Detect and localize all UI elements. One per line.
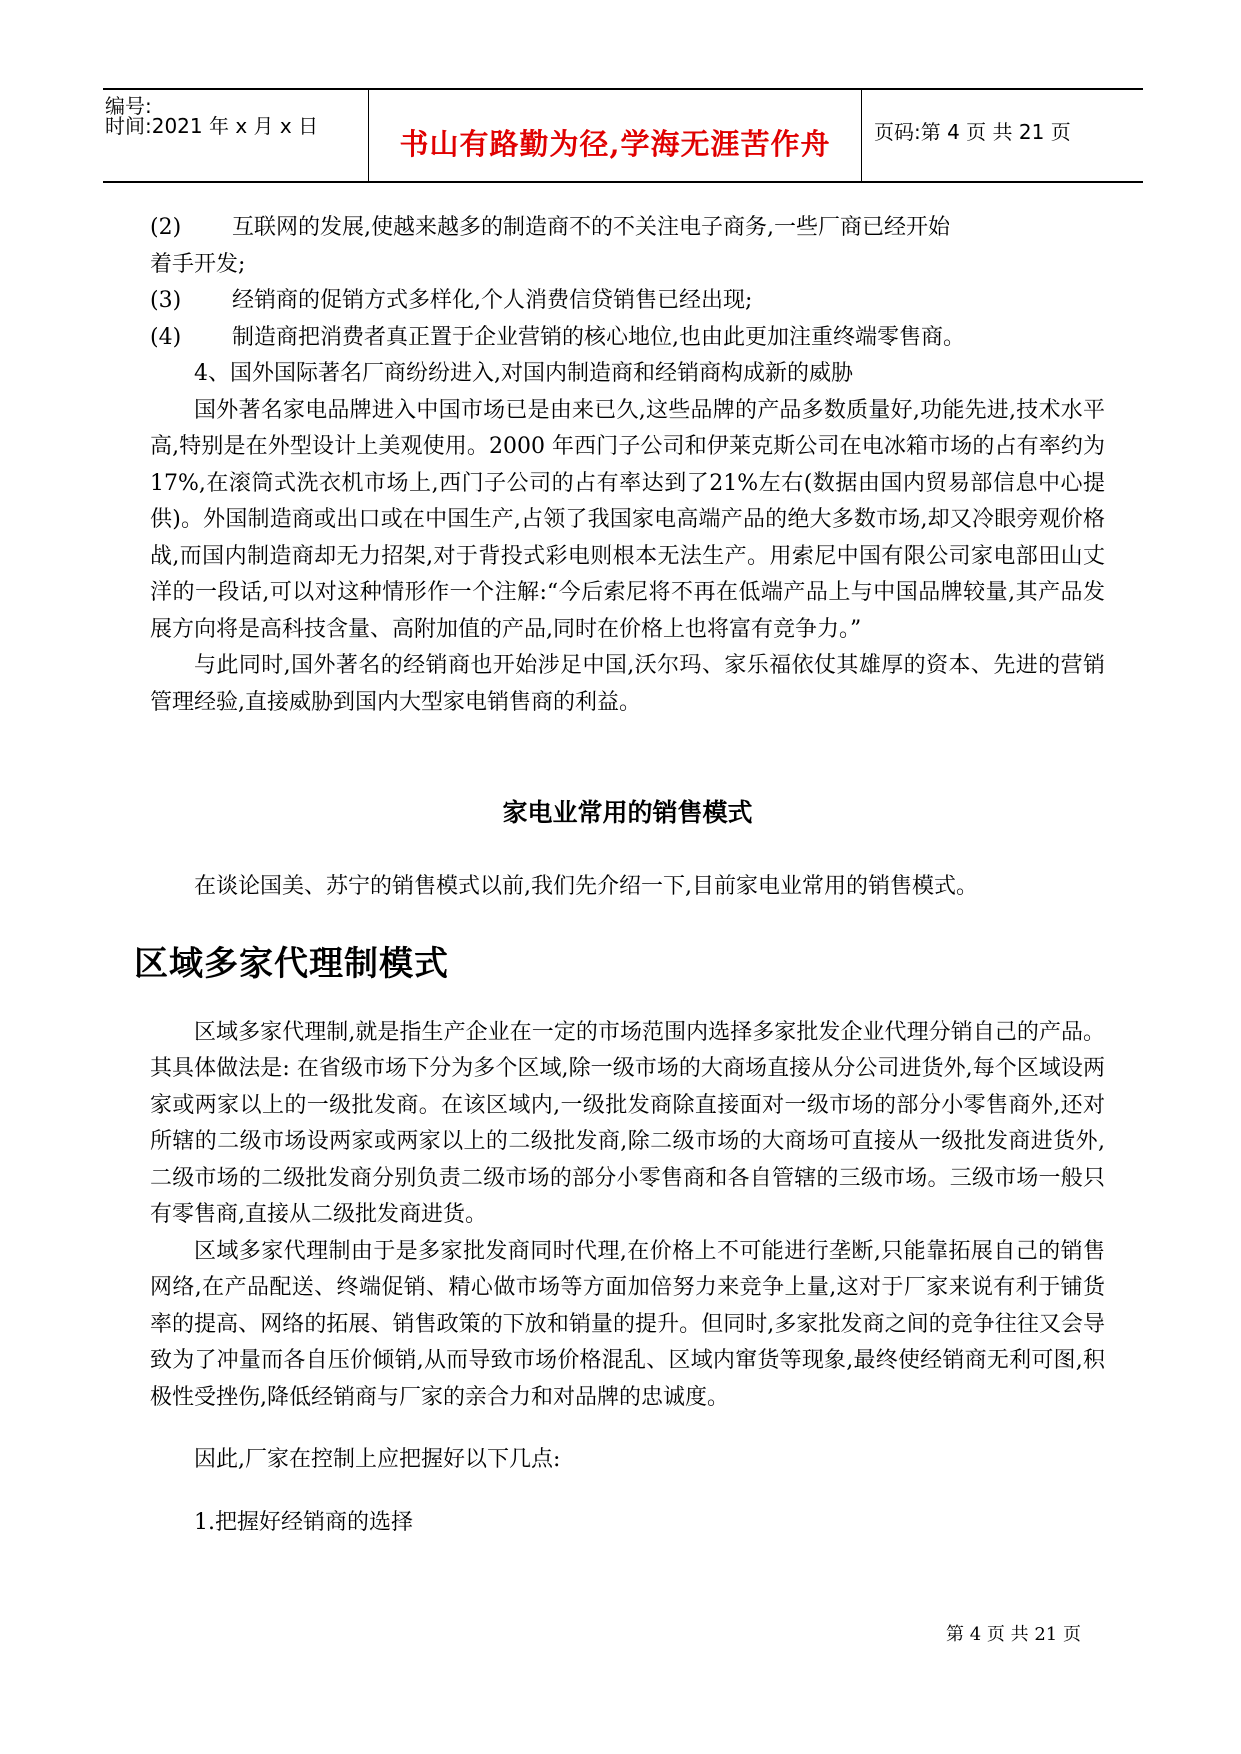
page-label: 页码:第 4 页 共 21 页 xyxy=(874,120,1071,144)
list-item-2 xyxy=(150,210,1105,247)
paragraph: 与此同时,国外著名的经销商也开始涉足中国,沃尔玛、家乐福依仗其雄厚的资本、先进的营销管理经验,直接威胁到国内大型家电销售商的利益。 xyxy=(150,653,1105,715)
list-item-4 xyxy=(150,320,1105,357)
paragraph: 国外著名家电品牌进入中国市场已是由来已久,这些品牌的产品多数质量好,功能先进,技术水平高,特别是在外型设计上美观使用。2000 年西门子公司和伊莱克斯公司在电冰箱市场的占有率约为17%,在滚筒式洗衣机市场上,西门子公司的占有率达到了21%左右(数据由国内贸易部信息中心提供)。外国制造商或出口或在中国生产,占领了我国家电高端产品的绝大多数市场,却又冷眼旁观价格战,而国内制造商却无力招架,对于背投式彩电则根本无法生产。用索尼中国有限公司家电部田山丈洋的一段话,可以对这种情形作一个注解:“今后索尼将不再在低端产品上与中国品牌较量,其产品发展方向将是高科技含量、高附加值的产品,同时在价格上也将富有竞争力。” xyxy=(150,397,1105,642)
section-title: 家电业常用的销售模式 xyxy=(502,798,753,827)
number-label: 编号: xyxy=(105,94,152,118)
item-text: 互联网的发展,使越来越多的制造商不的不关注电子商务,一些厂商已经开始 xyxy=(232,215,950,240)
header-motto: 书山有路勤为径,学海无涯苦作舟 xyxy=(399,127,831,161)
page-header xyxy=(103,88,1143,183)
header-motto-cell xyxy=(369,90,862,181)
item-text: 经销商的促销方式多样化,个人消费信贷销售已经出现; xyxy=(232,288,753,313)
item-number: (2) xyxy=(150,215,182,240)
list-item-3 xyxy=(150,283,1105,320)
paragraph: 区域多家代理制由于是多家批发商同时代理,在价格上不可能进行垄断,只能靠拓展自己的销售网络,在产品配送、终端促销、精心做市场等方面加倍努力来竞争上量,这对于厂家来说有利于铺货率的提高、网络的拓展、销售政策的下放和销量的提升。但同时,多家批发商之间的竞争往往又会导致为了冲量而各自压价倾销,从而导致市场价格混乱、区域内窜货等现象,最终使经销商无利可图,积极性受挫伤,降低经销商与厂家的亲合力和对品牌的忠诚度。 xyxy=(150,1238,1105,1410)
intro-paragraph: 在谈论国美、苏宁的销售模式以前,我们先介绍一下,目前家电业常用的销售模式。 xyxy=(194,874,978,899)
document-body xyxy=(134,210,1105,1541)
item-number: (4) xyxy=(150,324,182,350)
list-item: 1.把握好经销商的选择 xyxy=(194,1509,413,1535)
list-item-2-continued: 着手开发; xyxy=(150,251,246,277)
item-text: 制造商把消费者真正置于企业营销的核心地位,也由此更加注重终端零售商。 xyxy=(232,324,965,350)
paragraph: 区域多家代理制,就是指生产企业在一定的市场范围内选择多家批发企业代理分销自己的产品。其具体做法是: 在省级市场下分为多个区域,除一级市场的大商场直接从分公司进货外,每个区域设两家或两家以上的一级批发商。在该区域内,一级批发商除直接面对一级市场的部分小零售商外,还对所辖的二级市场设两家或两家以上的二级批发商,除二级市场的大商场可直接从一级批发商进货外,二级市场的二级批发商分别负责二级市场的部分小零售商和各自管辖的三级市场。三级市场一般只有零售商,直接从二级批发商进货。 xyxy=(150,1019,1105,1227)
page-footer: 第 4 页 共 21 页 xyxy=(946,1624,1081,1645)
point-4-heading: 4、国外国际著名厂商纷纷进入,对国内制造商和经销商构成新的威胁 xyxy=(194,361,853,386)
heading: 区域多家代理制模式 xyxy=(134,943,449,984)
time-label: 时间:2021 年 x 月 x 日 xyxy=(105,114,319,138)
header-left-cell xyxy=(103,90,369,181)
header-right-cell xyxy=(862,90,1143,181)
item-number: (3) xyxy=(150,288,182,313)
paragraph: 因此,厂家在控制上应把握好以下几点: xyxy=(194,1447,561,1472)
